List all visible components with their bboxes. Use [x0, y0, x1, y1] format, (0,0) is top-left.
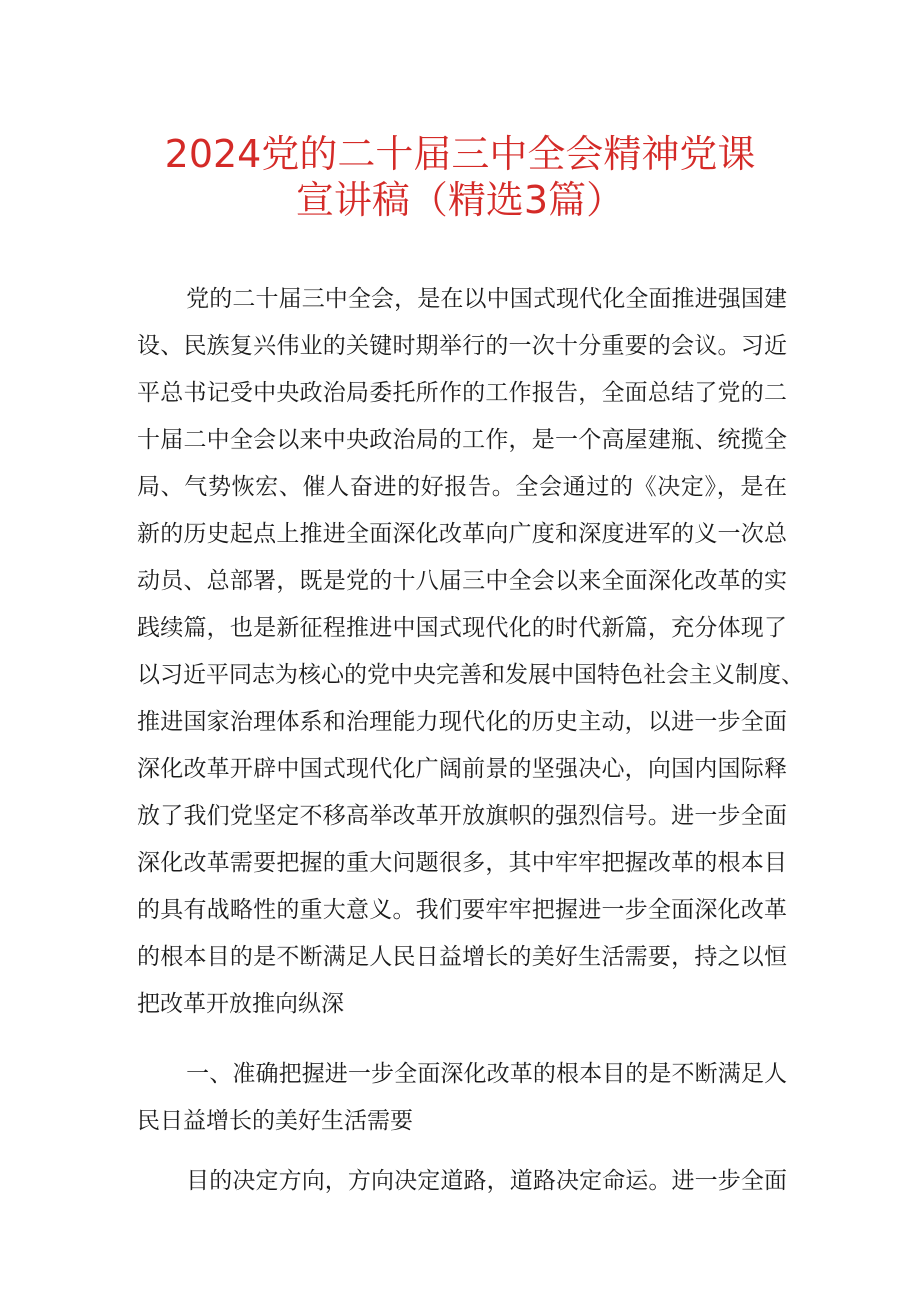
paragraph-3 — [137, 1158, 787, 1205]
paragraph-1-line: 把改革开放推向纵深 — [137, 991, 344, 1017]
paragraph-1-line: 放了我们党坚定不移高举改革开放旗帜的强烈信号。进一步全面 — [137, 803, 787, 829]
paragraph-1-line: 深化改革需要把握的重大问题很多，其中牢牢把握改革的根本目 — [137, 850, 787, 876]
section-heading-1 — [137, 1051, 787, 1145]
paragraph-1-line: 党的二十届三中全会，是在以中国式现代化全面推进强国建 — [186, 286, 787, 312]
paragraph-1-line: 推进国家治理体系和治理能力现代化的历史主动，以进一步全面 — [137, 709, 787, 735]
paragraph-1-line: 深化改革开辟中国式现代化广阔前景的坚强决心，向国内国际释 — [137, 756, 787, 782]
paragraph-1-line: 局、气势恢宏、催人奋进的好报告。全会通过的《决定》，是在 — [137, 474, 787, 500]
section-heading-line: 民日益增长的美好生活需要 — [137, 1108, 413, 1134]
document-title-line-2: 宣讲稿（精选3篇） — [295, 178, 625, 222]
paragraph-3-line: 目的决定方向，方向决定道路，道路决定命运。进一步全面 — [186, 1168, 787, 1194]
paragraph-1-line: 十届二中全会以来中央政治局的工作，是一个高屋建瓶、统揽全 — [137, 427, 787, 453]
paragraph-1-line: 以习近平同志为核心的党中央完善和发展中国特色社会主义制度、 — [137, 662, 804, 688]
document-title-line-1: 2024党的二十届三中全会精神党课 — [164, 132, 756, 176]
paragraph-1-line: 动员、总部署，既是党的十八届三中全会以来全面深化改革的实 — [137, 568, 787, 594]
paragraph-1-line: 新的历史起点上推进全面深化改革向广度和深度进军的义一次总 — [137, 521, 787, 547]
paragraph-1-line: 平总书记受中央政治局委托所作的工作报告，全面总结了党的二 — [137, 380, 787, 406]
paragraph-1 — [137, 276, 804, 1028]
paragraph-1-line: 的具有战略性的重大意义。我们要牢牢把握进一步全面深化改革 — [137, 897, 787, 923]
section-heading-line: 一、准确把握进一步全面深化改革的根本目的是不断满足人 — [186, 1061, 787, 1087]
paragraph-1-line: 的根本目的是不断满足人民日益增长的美好生活需要，持之以恒 — [137, 944, 787, 970]
paragraph-1-line: 设、民族复兴伟业的关键时期举行的一次十分重要的会议。习近 — [137, 333, 787, 359]
paragraph-1-line: 践续篇，也是新征程推进中国式现代化的时代新篇，充分体现了 — [137, 615, 787, 641]
